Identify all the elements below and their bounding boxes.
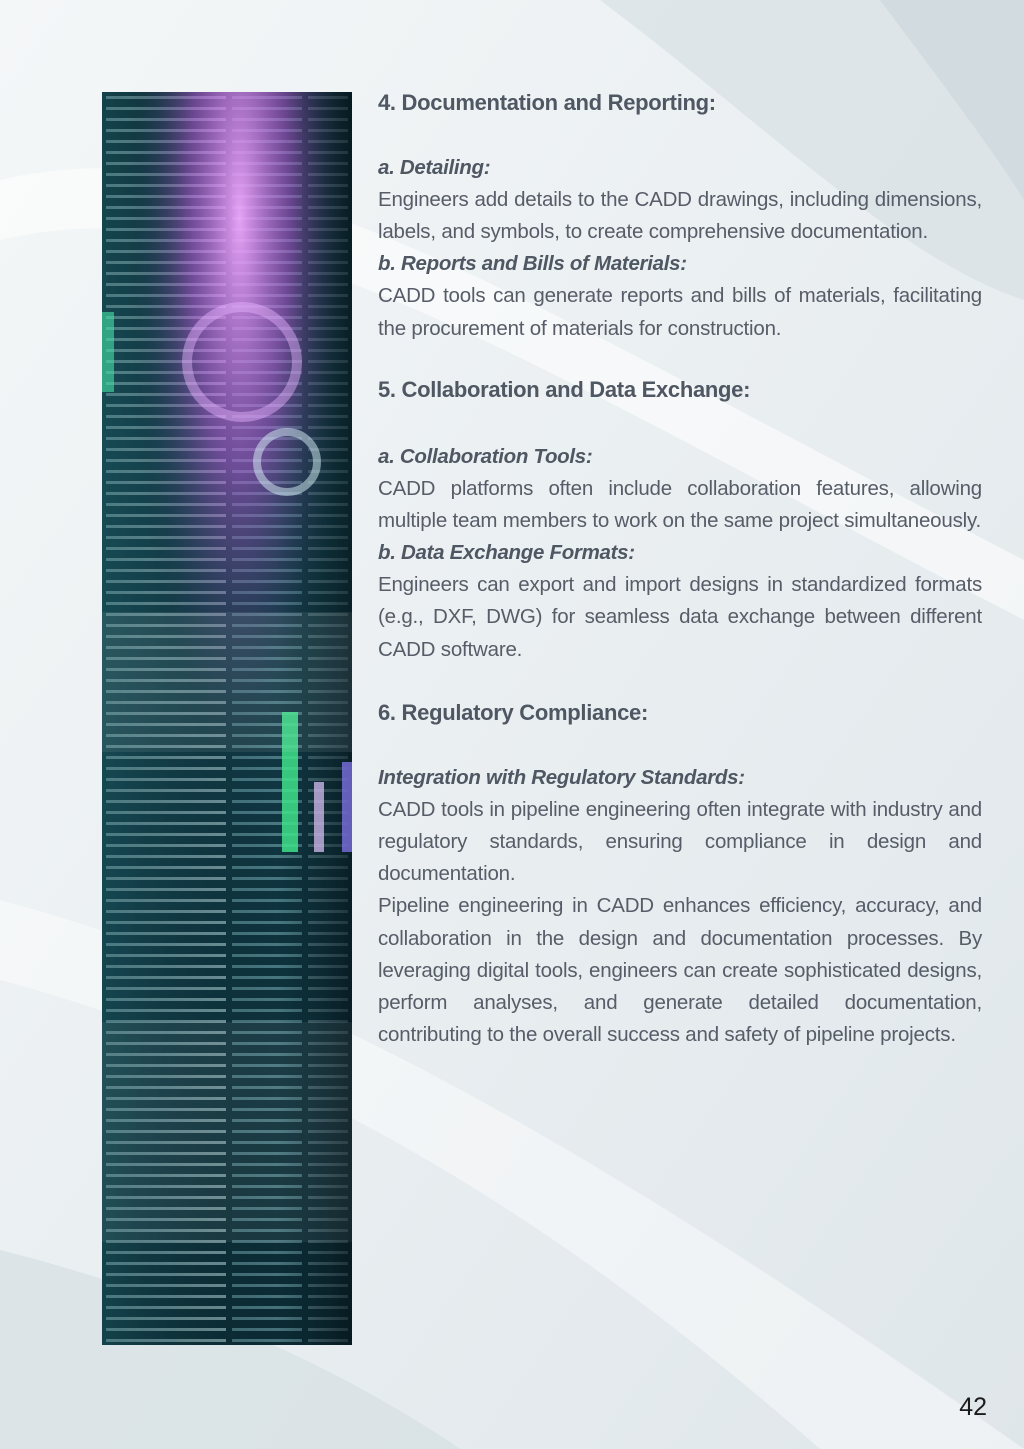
main-content bbox=[378, 90, 982, 1051]
section-heading: 5. Collaboration and Data Exchange: bbox=[378, 376, 751, 402]
paragraph: CADD platforms often include collaboration features, allowing multiple team members to work on the same project simultaneously. bbox=[378, 476, 982, 533]
subsection-title: Integration with Regulatory Standards: bbox=[378, 765, 745, 789]
paragraph: Engineers can export and import designs in standardized formats (e.g., DXF, DWG) for seamless data exchange between different CADD software. bbox=[378, 573, 982, 661]
subsection-title: a. Collaboration Tools: bbox=[378, 444, 593, 468]
code-screen-image bbox=[102, 92, 352, 1345]
paragraph: CADD tools in pipeline engineering often integrate with industry and regulatory standards, ensuring compliance in design and documentation. bbox=[378, 797, 982, 886]
page-number: 42 bbox=[959, 1393, 987, 1421]
closing-paragraph: Pipeline engineering in CADD enhances efficiency, accuracy, and collaboration in the design and documentation processes. By leveraging digital tools, engineers can create sophisticated designs, perform analyses, and generate detailed documentation, contributing to the overall success and safety of pipeline projects. bbox=[378, 894, 982, 1047]
subsection-title: b. Reports and Bills of Materials: bbox=[378, 252, 687, 276]
paragraph: CADD tools can generate reports and bills of materials, facilitating the procurement of materials for construction. bbox=[378, 284, 982, 340]
paragraph: Engineers add details to the CADD drawings, including dimensions, labels, and symbols, to create comprehensive documentation. bbox=[378, 188, 982, 244]
subsection-title: a. Detailing: bbox=[378, 156, 491, 179]
section-heading: 4. Documentation and Reporting: bbox=[378, 90, 716, 115]
subsection-title: b. Data Exchange Formats: bbox=[378, 541, 635, 565]
section-heading: 6. Regulatory Compliance: bbox=[378, 699, 649, 725]
